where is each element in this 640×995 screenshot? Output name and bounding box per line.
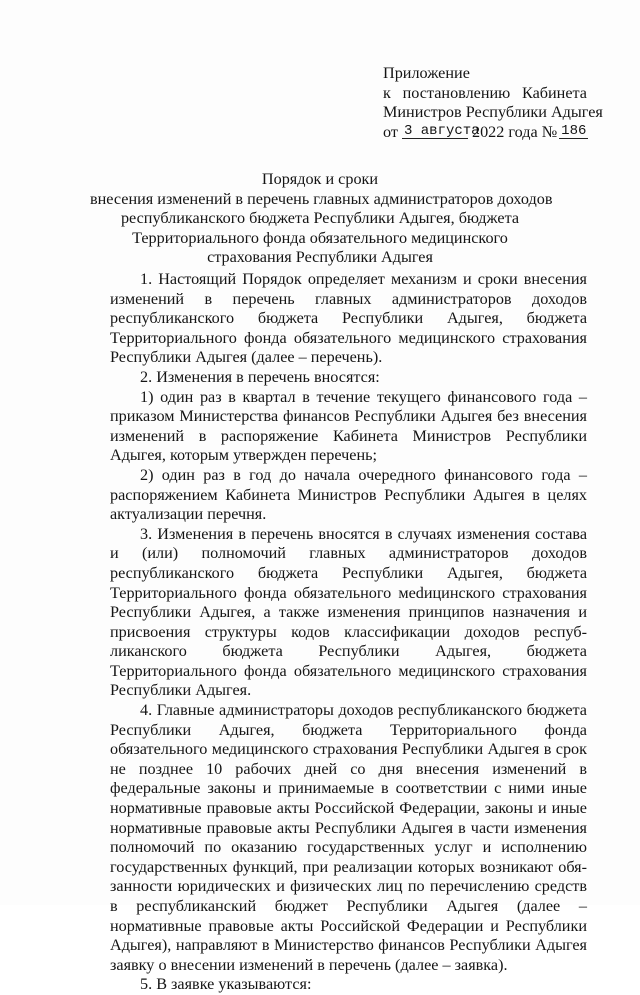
- title-line-2: внесения изменений в перечень главных администраторов доходов: [90, 189, 553, 208]
- title-line-5: страхования Республики Адыгея: [207, 248, 433, 267]
- paragraph-4: 4. Главные администраторы доходов республиканского бюджета Республики Адыгея, бюджета Территориального фонда обязательного медицинского страхования Республики Адыгея в срок не позднее 10 рабочих дней со дня внесения изменений в федеральные законы и принимаемые в соответствии с ними иные нормативные правовые акты Российской Федерации, законы и иные нормативные правовые акты Республики Адыгея в части изменения полномочий по оказанию государственных услуг и исполнению государственных функций, при реализации которых возникают обязанности юридических и физических лиц по перечислению средств в республиканский бюджет Республики Адыгея (далее – нормативные правовые акты Российской Федерации и Республики Адыгея), направляют в Министерство финансов Республики Адыгея заявку о внесении изменений в перечень (далее – заявка).: [110, 701, 587, 974]
- paragraph-2-item-1: 1) один раз в квартал в течение текущего финансового года – приказом Министерства финансов Республики Адыгея без внесения изменений в распоряжение Кабинета Министров Республики Адыгея, которым утвержден перечень;: [110, 387, 587, 465]
- document-body: [110, 270, 587, 995]
- paragraph-1: 1. Настоящий Порядок определяет механизм и сроки внесения изменений в перечень главных администраторов доходов республиканского бюджета Республики Адыгея, бюджета Территориального фонда обязательного медицинского страхования Республики Адыгея (далее – перечень).: [110, 270, 587, 367]
- appendix-resolution-line: [383, 84, 587, 104]
- date-prefix: от: [383, 122, 398, 141]
- appendix-word-resolution: постановлению: [402, 83, 511, 102]
- appendix-word-cabinet: Кабинета: [522, 83, 587, 102]
- appendix-ministers-line: Министров Республики Адыгея: [383, 103, 603, 121]
- appendix-label: Приложение: [383, 64, 470, 82]
- paragraph-2: 2. Изменения в перечень вносятся:: [140, 367, 380, 386]
- paragraph-3: 3. Изменения в перечень вносятся в случаях изменения состава и (или) полномочий главных администраторов доходов республиканского бюджета Республики Адыгея, бюджета Территориального фонда обязательного меdицинского страхования Республики Адыгея, а также изменения принципов назначения и присвоения структуры кодов классификации доходов республиканского бюджета Республики Адыгея, бюджета Территориального фонда обязательного медицинского страхования Республики Адыгея.: [110, 524, 587, 700]
- document-title: [90, 170, 553, 268]
- title-line-4: Территориального фонда обязательного медицинского: [132, 228, 508, 247]
- date-suffix: 2022 года №: [471, 122, 558, 141]
- title-line-3: республиканского бюджета Республики Адыгея, бюджета: [120, 209, 520, 228]
- handwritten-date: 3 августа: [403, 122, 480, 139]
- appendix-date-line: [383, 123, 587, 143]
- paragraph-5: 5. В заявке указываются:: [140, 975, 312, 994]
- handwritten-number: 186: [561, 122, 587, 139]
- appendix-word-k: к: [383, 83, 391, 102]
- appendix-block: [383, 64, 603, 142]
- title-line-1: Порядок и сроки: [261, 170, 379, 188]
- paragraph-2-item-2: 2) один раз в год до начала очередного финансового года – распоряжением Кабинета Министров Республики Адыгея в целях актуализации перечня.: [110, 465, 587, 524]
